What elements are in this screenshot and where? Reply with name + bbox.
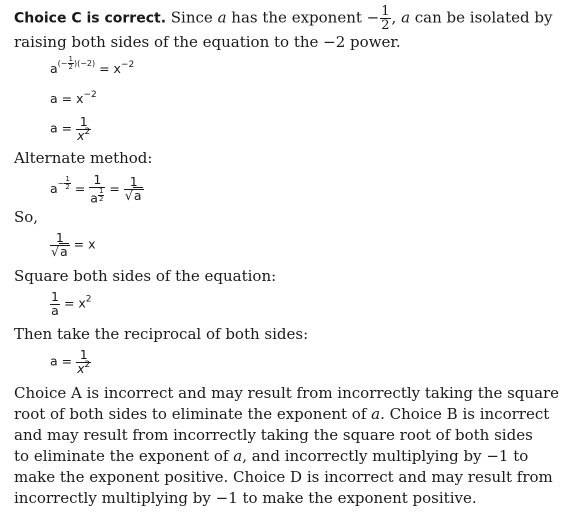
equation-step-2: $a = x^{-2}$ xyxy=(50,90,97,106)
answer-lead: Choice C is correct. xyxy=(14,10,167,27)
alternate-equation: $a^{- \frac{1}{2}}$ = 1 a $^{\frac{1}{2}}$ = $\frac{1}{√a}$ xyxy=(50,172,142,205)
equation-step-3: a = $\frac{1}{x^2}$ xyxy=(50,114,91,143)
square-equation: $\frac{1}{a}$ = $x^2$ xyxy=(51,289,92,318)
intro-paragraph xyxy=(14,5,552,53)
intro-line-2: raising both sides of the equation to the −2 power. xyxy=(14,33,401,51)
intro-fraction: $\frac{1}{2}$ xyxy=(381,4,390,33)
closing-paragraph: Choice A is incorrect and may result from incorrectly taking the square root of both sides to eliminate the exponent of a. Choice B is incorrect and may result from incorrectly taking the square root of both sides to eliminate the exponent of a, and incorrectly multiplying by −1 to make the exponent positive. Choice D is incorrect and may result from incorrectly multiplying by −1 to make the exponent positive. xyxy=(14,384,560,507)
reciprocal-label: Then take the reciprocal of both sides: xyxy=(14,325,309,343)
intro-line-1: Choice C is correct. Since a has the exponent − $\frac{1}{2}$ , a can be isolated by xyxy=(14,4,553,33)
so-equation: $\frac{1}{√a}$ = x xyxy=(51,230,96,259)
alternate-method-label: Alternate method: xyxy=(14,149,153,167)
reciprocal-equation: a = $\frac{1}{x^2}$ xyxy=(50,347,91,376)
so-label: So, xyxy=(14,208,39,226)
equation-step-1: $a^{(- \frac{1}{2} )(-2)} = x^{-2}$ xyxy=(50,55,135,76)
square-label: Square both sides of the equation: xyxy=(14,267,277,285)
